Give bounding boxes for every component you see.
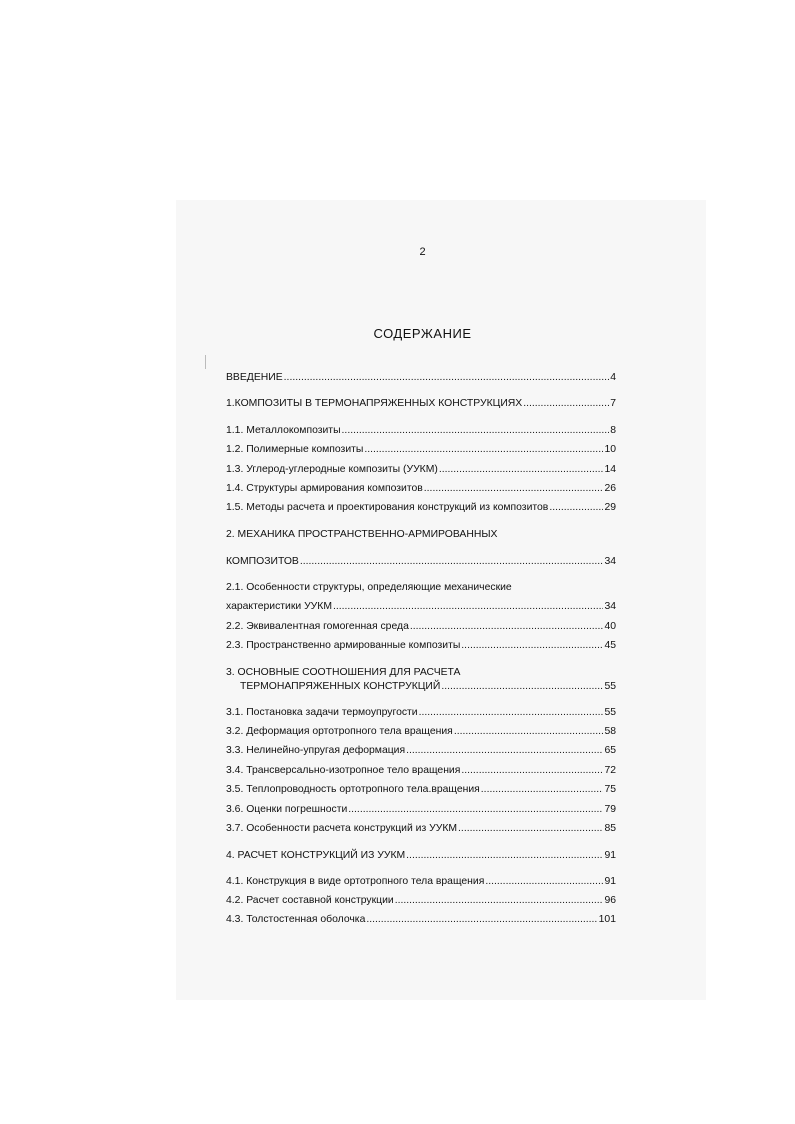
toc-entry-2-1-line-1[interactable]: 2.1. Особенности структуры, определяющие механические xyxy=(226,582,512,593)
toc-entry-2-2[interactable]: 2.2. Эквивалентная гомогенная среда ..... 40 xyxy=(226,621,616,635)
toc-entry-chapter-2-line-1[interactable]: 2. МЕХАНИКА ПРОСТРАНСТВЕННО-АРМИРОВАННЫХ xyxy=(226,529,498,540)
toc-entry-1-1[interactable]: 1.1. Металлокомпозиты ..... 8 xyxy=(226,425,616,439)
toc-entry-3-7[interactable]: 3.7. Особенности расчета конструкций из УУКМ ..... 85 xyxy=(226,823,616,837)
toc-entry-1-2[interactable]: 1.2. Полимерные композиты ..... 10 xyxy=(226,444,616,458)
toc-entry-1-3[interactable]: 1.3. Углерод-углеродные композиты (УУКМ) ..... 14 xyxy=(226,464,616,478)
toc-entry-introduction[interactable]: ВВЕДЕНИЕ ..... 4 xyxy=(226,372,616,386)
margin-mark xyxy=(205,355,206,369)
toc-entry-chapter-3-line-1[interactable]: 3. ОСНОВНЫЕ СООТНОШЕНИЯ ДЛЯ РАСЧЕТА xyxy=(226,667,461,678)
page-number: 2 xyxy=(419,246,426,258)
toc-entry-4-2[interactable]: 4.2. Расчет составной конструкции ..... 96 xyxy=(226,895,616,909)
toc-entry-chapter-4[interactable]: 4. РАСЧЕТ КОНСТРУКЦИЙ ИЗ УУКМ ..... 91 xyxy=(226,850,616,864)
toc-entry-3-6[interactable]: 3.6. Оценки погрешности ..... 79 xyxy=(226,804,616,818)
toc-entry-chapter-1[interactable]: 1.КОМПОЗИТЫ В ТЕРМОНАПРЯЖЕННЫХ КОНСТРУКЦИЯХ ..... 7 xyxy=(226,398,616,412)
toc-entry-4-1[interactable]: 4.1. Конструкция в виде ортотропного тела вращения ..... 91 xyxy=(226,876,616,890)
toc-entry-1-4[interactable]: 1.4. Структуры армирования композитов ..... 26 xyxy=(226,483,616,497)
toc-entry-3-4[interactable]: 3.4. Трансверсально-изотропное тело вращения ..... 72 xyxy=(226,765,616,779)
toc-entry-2-3[interactable]: 2.3. Пространственно армированные композиты ..... 45 xyxy=(226,640,616,654)
toc-entry-1-5[interactable]: 1.5. Методы расчета и проектирования конструкций из композитов ..... 29 xyxy=(226,502,616,516)
toc-entry-3-2[interactable]: 3.2. Деформация ортотропного тела вращения ..... 58 xyxy=(226,726,616,740)
toc-title: СОДЕРЖАНИЕ xyxy=(373,326,472,341)
toc-entry-4-3[interactable]: 4.3. Толстостенная оболочка ..... 101 xyxy=(226,914,616,928)
toc-entry-chapter-3-line-2[interactable]: ТЕРМОНАПРЯЖЕННЫХ КОНСТРУКЦИЙ ..... 55 xyxy=(226,681,616,695)
toc-entry-3-5[interactable]: 3.5. Теплопроводность ортотропного тела.вращения ..... 75 xyxy=(226,784,616,798)
toc-entry-chapter-2-line-2[interactable]: КОМПОЗИТОВ ..... 34 xyxy=(226,556,616,570)
toc-entry-2-1-line-2[interactable]: характеристики УУКМ ..... 34 xyxy=(226,601,616,615)
toc-entry-3-1[interactable]: 3.1. Постановка задачи термоупругости ..... 55 xyxy=(226,707,616,721)
toc-entry-3-3[interactable]: 3.3. Нелинейно-упругая деформация ..... 65 xyxy=(226,745,616,759)
